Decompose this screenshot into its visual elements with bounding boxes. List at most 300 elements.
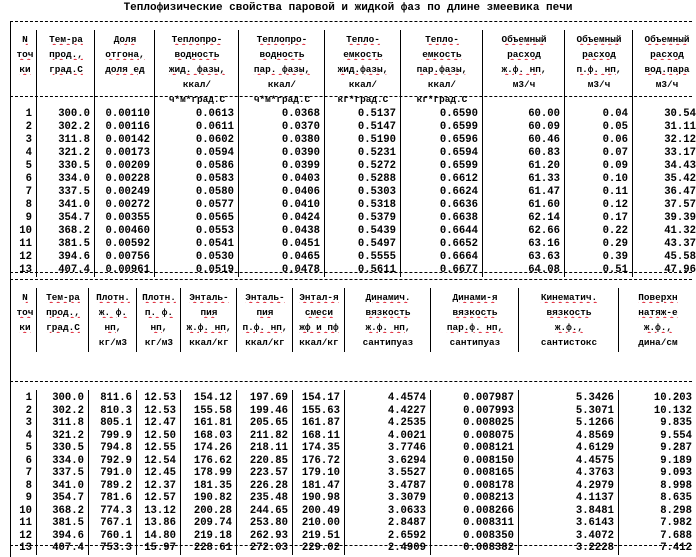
table-cell: 0.12 <box>602 199 628 211</box>
table-row <box>14 480 696 493</box>
column-separator <box>430 390 431 555</box>
table-cell: 300.0 <box>58 108 90 120</box>
table-cell: 200.49 <box>301 504 340 517</box>
column-header: расход <box>582 49 616 60</box>
column-header: точ <box>16 307 34 318</box>
column-separator <box>180 288 181 352</box>
table-cell: 0.0370 <box>281 121 320 133</box>
table-cell: 0.0368 <box>281 108 320 120</box>
column-header: вязкость <box>365 307 411 318</box>
table-cell: 13.86 <box>144 517 176 529</box>
table-cell: 10.132 <box>653 404 692 417</box>
table-cell: 381.5 <box>58 238 90 250</box>
column-header: Объемный <box>576 34 622 45</box>
table-cell: 0.0438 <box>281 225 320 237</box>
column-header: ккал/кг <box>299 337 339 348</box>
column-separator <box>36 390 37 555</box>
table-cell: 4.1137 <box>575 492 614 504</box>
column-separator <box>88 288 89 352</box>
point-number: 13 <box>19 542 32 554</box>
table-cell: 794.8 <box>100 442 132 454</box>
table-cell: 354.7 <box>52 492 84 504</box>
table-cell: 0.5303 <box>357 186 396 198</box>
column-header: Динами-я <box>452 292 498 303</box>
table-cell: 9.835 <box>660 417 692 429</box>
table-cell: 0.0390 <box>281 147 320 159</box>
table-cell: 0.0611 <box>195 121 234 133</box>
table-row <box>14 417 696 430</box>
header-row <box>14 322 696 335</box>
table-cell: 34.43 <box>664 160 696 172</box>
column-header: п. ф. <box>144 307 174 318</box>
column-header: кг/м3 <box>98 337 128 348</box>
table-cell: 8.298 <box>660 504 692 517</box>
column-header: расход <box>650 49 684 60</box>
column-header: прод., <box>46 307 80 318</box>
table-cell: 3.6143 <box>575 517 614 529</box>
table-cell: 302.2 <box>58 121 90 133</box>
column-header: жид.фазы, <box>337 64 389 75</box>
column-header: водность <box>174 49 220 60</box>
table-cell: 199.46 <box>249 404 288 417</box>
table-cell: 61.20 <box>528 160 560 172</box>
table-cell: 0.0594 <box>195 147 234 159</box>
table-cell: 330.5 <box>58 160 90 172</box>
table-cell: 223.57 <box>249 467 288 479</box>
table-cell: 0.008025 <box>463 417 514 429</box>
point-number: 8 <box>25 199 32 211</box>
table-cell: 12.57 <box>144 492 176 504</box>
table-cell: 341.0 <box>58 199 90 211</box>
table-cell: 0.0602 <box>195 134 234 146</box>
column-header: пар. фазы, <box>253 64 311 75</box>
table-cell: 0.008178 <box>463 479 514 492</box>
table-cell: 0.6677 <box>439 264 478 276</box>
table-cell: 0.0580 <box>195 186 234 198</box>
table-cell: 0.0380 <box>281 134 320 146</box>
point-number: 2 <box>25 404 32 417</box>
column-header: ж.ф. нп, <box>186 322 232 333</box>
column-header: ч*м*град.С <box>253 94 311 105</box>
table-cell: 799.9 <box>100 429 132 442</box>
column-header: Тепло- <box>346 34 380 45</box>
column-header: пар.фазы, <box>416 64 468 75</box>
table-cell: 0.0424 <box>281 212 320 224</box>
table-cell: 154.17 <box>301 392 340 404</box>
column-header: Энталь- <box>245 292 285 303</box>
table-row <box>14 530 696 543</box>
table-cell: 0.29 <box>602 238 628 250</box>
column-header: Объемный <box>644 34 690 45</box>
table-cell: 0.007987 <box>463 392 514 404</box>
table-cell: 0.0583 <box>195 173 234 185</box>
table-cell: 0.6644 <box>439 225 478 237</box>
table-cell: 0.00249 <box>105 186 150 198</box>
column-separator <box>292 390 293 555</box>
column-header: Энтал-я <box>299 292 339 303</box>
table-cell: 0.0465 <box>281 251 320 263</box>
column-header: Тепло- <box>425 34 459 45</box>
table-cell: 0.00272 <box>105 199 150 211</box>
table-row <box>14 430 696 443</box>
column-header: Тем-ра <box>46 292 80 303</box>
table-cell: 0.5147 <box>357 121 396 133</box>
top-border <box>10 279 692 280</box>
table-cell: 0.008165 <box>463 467 514 479</box>
column-header: смеси <box>304 307 334 318</box>
column-header: ч*м*град.С <box>168 94 226 105</box>
table-cell: 0.6599 <box>439 160 478 172</box>
table-cell: 0.6652 <box>439 238 478 250</box>
point-number: 13 <box>19 264 32 276</box>
table-cell: 407.4 <box>58 264 90 276</box>
table-cell: 61.60 <box>528 199 560 211</box>
table-cell: 229.02 <box>301 542 340 554</box>
table-cell: 0.6624 <box>439 186 478 198</box>
table-cell: 0.17 <box>602 212 628 224</box>
table-row <box>14 517 696 530</box>
column-header: ж.ф. нп, <box>365 322 411 333</box>
table-cell: 174.26 <box>193 442 232 454</box>
point-number: 9 <box>25 492 32 504</box>
point-number: 8 <box>25 479 32 492</box>
table-cell: 4.8569 <box>575 429 614 442</box>
table-cell: 5.3071 <box>575 404 614 417</box>
table-cell: 8.635 <box>660 492 692 504</box>
point-number: 5 <box>25 442 32 454</box>
table-cell: 10.203 <box>653 392 692 404</box>
column-header: ж.ф., <box>643 322 673 333</box>
table-cell: 0.0541 <box>195 238 234 250</box>
table-cell: 0.0410 <box>281 199 320 211</box>
table-cell: 0.04 <box>602 108 628 120</box>
table-cell: 13.12 <box>144 504 176 517</box>
column-separator <box>236 288 237 352</box>
table-cell: 334.0 <box>52 454 84 467</box>
column-header: ки <box>19 64 31 75</box>
column-separator <box>518 288 519 352</box>
point-number: 7 <box>25 467 32 479</box>
table-cell: 174.35 <box>301 442 340 454</box>
table-cell: 9.554 <box>660 429 692 442</box>
column-header: ккал/кг <box>245 337 285 348</box>
column-header: кг*град.С <box>416 94 468 105</box>
column-separator <box>180 390 181 555</box>
table-cell: 3.4072 <box>575 529 614 542</box>
table-cell: 60.09 <box>528 121 560 133</box>
table-cell: 3.8481 <box>575 504 614 517</box>
column-header: сантипуаз <box>449 337 501 348</box>
table-cell: 3.0633 <box>387 504 426 517</box>
table-cell: 197.69 <box>249 392 288 404</box>
column-header: емкость <box>343 49 383 60</box>
column-header: Поверхн <box>638 292 678 303</box>
table-cell: 0.00460 <box>105 225 150 237</box>
table-cell: 4.3763 <box>575 467 614 479</box>
table-cell: 0.00173 <box>105 147 150 159</box>
table-cell: 811.6 <box>100 392 132 404</box>
table-cell: 9.287 <box>660 442 692 454</box>
table-cell: 3.5527 <box>387 467 426 479</box>
table-cell: 0.5439 <box>357 225 396 237</box>
left-border <box>10 280 11 557</box>
table-cell: 0.6612 <box>439 173 478 185</box>
table-cell: 181.35 <box>193 479 232 492</box>
column-header: вязкость <box>546 307 592 318</box>
table-cell: 0.5611 <box>357 264 396 276</box>
column-header: ккал/ <box>348 79 378 90</box>
table-cell: 218.11 <box>249 442 288 454</box>
point-number: 12 <box>19 529 32 542</box>
table-cell: 0.0565 <box>195 212 234 224</box>
column-header: м3/ч <box>655 79 679 90</box>
table-cell: 321.2 <box>52 429 84 442</box>
table-cell: 0.5288 <box>357 173 396 185</box>
table-cell: 0.008075 <box>463 429 514 442</box>
table-cell: 781.6 <box>100 492 132 504</box>
table-cell: 0.00110 <box>105 108 150 120</box>
table-cell: 805.1 <box>100 417 132 429</box>
column-header: нп, <box>104 322 122 333</box>
table-cell: 253.80 <box>249 517 288 529</box>
column-header: Теплопро- <box>171 34 223 45</box>
table-cell: 155.63 <box>301 404 340 417</box>
table-cell: 176.72 <box>301 454 340 467</box>
point-number: 4 <box>25 429 32 442</box>
table-cell: 394.6 <box>58 251 90 263</box>
table-cell: 0.00756 <box>105 251 150 263</box>
column-header: пия <box>200 307 218 318</box>
table-cell: 3.3079 <box>387 492 426 504</box>
table-cell: 0.5497 <box>357 238 396 250</box>
point-number: 1 <box>25 108 32 120</box>
table-cell: 60.00 <box>528 108 560 120</box>
header-row <box>14 307 696 320</box>
table-cell: 168.03 <box>193 429 232 442</box>
table-cell: 368.2 <box>58 225 90 237</box>
table-cell: 30.54 <box>664 108 696 120</box>
table-cell: 753.3 <box>100 542 132 554</box>
table-cell: 0.0403 <box>281 173 320 185</box>
table-cell: 0.6638 <box>439 212 478 224</box>
table-cell: 0.008150 <box>463 454 514 467</box>
column-separator <box>618 390 619 555</box>
table-cell: 0.10 <box>602 173 628 185</box>
table-cell: 0.008121 <box>463 442 514 454</box>
column-header: ж.ф., <box>554 322 584 333</box>
table-cell: 4.4575 <box>575 454 614 467</box>
column-header: ж.ф. нп, <box>501 64 547 75</box>
column-header: Доля <box>113 34 137 45</box>
table-cell: 0.5190 <box>357 134 396 146</box>
table-cell: 0.5231 <box>357 147 396 159</box>
table-cell: 12.50 <box>144 429 176 442</box>
table-cell: 220.85 <box>249 454 288 467</box>
table-cell: 767.1 <box>100 517 132 529</box>
table-cell: 61.47 <box>528 186 560 198</box>
table-cell: 205.65 <box>249 417 288 429</box>
table-cell: 32.12 <box>664 134 696 146</box>
point-number: 11 <box>19 517 32 529</box>
column-header: п.ф. нп, <box>242 322 288 333</box>
table-cell: 219.18 <box>193 529 232 542</box>
table-cell: 302.2 <box>52 404 84 417</box>
column-separator <box>518 390 519 555</box>
table-cell: 244.65 <box>249 504 288 517</box>
table-cell: 12.54 <box>144 454 176 467</box>
table-cell: 3.6294 <box>387 454 426 467</box>
table-cell: 63.16 <box>528 238 560 250</box>
point-number: 10 <box>19 225 32 237</box>
point-number: 3 <box>25 134 32 146</box>
column-header: водность <box>259 49 305 60</box>
point-number: 12 <box>19 251 32 263</box>
header-row <box>14 337 696 350</box>
table-cell: 0.0553 <box>195 225 234 237</box>
table-cell: 774.3 <box>100 504 132 517</box>
table-cell: 311.8 <box>58 134 90 146</box>
table-cell: 262.93 <box>249 529 288 542</box>
table-cell: 7.412 <box>660 542 692 554</box>
column-header: Тем-ра <box>49 34 83 45</box>
table-cell: 0.00228 <box>105 173 150 185</box>
table-cell: 330.5 <box>52 442 84 454</box>
point-number: 6 <box>25 173 32 185</box>
table-cell: 0.00961 <box>105 264 150 276</box>
table-cell: 0.0577 <box>195 199 234 211</box>
header-row <box>14 292 696 305</box>
column-separator <box>344 390 345 555</box>
table-cell: 0.09 <box>602 160 628 172</box>
table-cell: 0.0406 <box>281 186 320 198</box>
table-cell: 200.28 <box>193 504 232 517</box>
table-cell: 0.0586 <box>195 160 234 172</box>
column-header: нп, <box>150 322 168 333</box>
table-cell: 176.62 <box>193 454 232 467</box>
table-cell: 0.5272 <box>357 160 396 172</box>
table-cell: 300.0 <box>52 392 84 404</box>
table-cell: 394.6 <box>52 529 84 542</box>
table-cell: 8.998 <box>660 479 692 492</box>
table-cell: 334.0 <box>58 173 90 185</box>
table-cell: 4.4227 <box>387 404 426 417</box>
table-cell: 5.3426 <box>575 392 614 404</box>
table-cell: 211.82 <box>249 429 288 442</box>
table-cell: 2.6592 <box>387 529 426 542</box>
table-cell: 0.6599 <box>439 121 478 133</box>
table-cell: 789.2 <box>100 479 132 492</box>
column-header: точ <box>16 49 34 60</box>
table-cell: 381.5 <box>52 517 84 529</box>
table-cell: 226.28 <box>249 479 288 492</box>
table-cell: 810.3 <box>100 404 132 417</box>
column-header: отгона, <box>105 49 145 60</box>
table-cell: 4.0021 <box>387 429 426 442</box>
table-cell: 0.008311 <box>463 517 514 529</box>
column-header: Плотн. <box>142 292 176 303</box>
table-cell: 37.57 <box>664 199 696 211</box>
table-cell: 0.06 <box>602 134 628 146</box>
column-header: вод.пара <box>644 64 690 75</box>
table-cell: 760.1 <box>100 529 132 542</box>
table-cell: 0.008213 <box>463 492 514 504</box>
column-header: вязкость <box>452 307 498 318</box>
table-cell: 0.007993 <box>463 404 514 417</box>
column-header: ккал/ <box>182 79 212 90</box>
table-cell: 0.00116 <box>105 121 150 133</box>
table-cell: 0.6596 <box>439 134 478 146</box>
column-header: Кинематич. <box>540 292 598 303</box>
table-cell: 5.1266 <box>575 417 614 429</box>
table-cell: 155.58 <box>193 404 232 417</box>
column-header: расход <box>507 49 541 60</box>
table-cell: 0.6636 <box>439 199 478 211</box>
table-cell: 0.39 <box>602 251 628 263</box>
table-cell: 272.03 <box>249 542 288 554</box>
header-separator <box>10 381 692 382</box>
column-header: жф и пф <box>299 322 339 333</box>
table-cell: 337.5 <box>52 467 84 479</box>
table-cell: 0.00142 <box>105 134 150 146</box>
table-row <box>14 542 696 555</box>
table-cell: 47.96 <box>664 264 696 276</box>
table-cell: 63.63 <box>528 251 560 263</box>
table-cell: 62.66 <box>528 225 560 237</box>
table-cell: 64.08 <box>528 264 560 276</box>
page-title: Теплофизические свойства паровой и жидкой фаз по длине змеевика печи <box>123 2 573 14</box>
table-cell: 9.189 <box>660 454 692 467</box>
point-number: 9 <box>25 212 32 224</box>
table-cell: 0.0519 <box>195 264 234 276</box>
table-cell: 15.97 <box>144 542 176 554</box>
column-header: ккал/ <box>427 79 457 90</box>
column-separator <box>88 390 89 555</box>
table-cell: 33.17 <box>664 147 696 159</box>
point-number: 3 <box>25 417 32 429</box>
column-header: прод., <box>49 49 83 60</box>
table-cell: 61.33 <box>528 173 560 185</box>
table-cell: 209.74 <box>193 517 232 529</box>
table-cell: 0.51 <box>602 264 628 276</box>
column-header: пия <box>256 307 274 318</box>
table-cell: 368.2 <box>52 504 84 517</box>
table-cell: 181.47 <box>301 479 340 492</box>
table-cell: 0.008350 <box>463 529 514 542</box>
table-row <box>14 405 696 418</box>
table-cell: 36.47 <box>664 186 696 198</box>
column-header: ккал/ <box>267 79 297 90</box>
column-header: ки <box>19 322 31 333</box>
column-header: Энталь- <box>189 292 229 303</box>
column-header: м3/ч <box>512 79 536 90</box>
column-header: Объемный <box>501 34 547 45</box>
table-cell: 0.0399 <box>281 160 320 172</box>
point-number: 10 <box>19 504 32 517</box>
column-separator <box>344 288 345 352</box>
table-cell: 12.37 <box>144 479 176 492</box>
point-number: 4 <box>25 147 32 159</box>
column-header: дина/см <box>638 337 678 348</box>
table-cell: 7.982 <box>660 517 692 529</box>
table-row <box>14 442 696 455</box>
column-separator <box>292 288 293 352</box>
table-cell: 3.2228 <box>575 542 614 554</box>
column-header: ж. ф. <box>98 307 128 318</box>
table-cell: 0.07 <box>602 147 628 159</box>
column-header: пар.ф. нп, <box>446 322 504 333</box>
table-cell: 0.6590 <box>439 108 478 120</box>
table-cell: 3.7746 <box>387 442 426 454</box>
